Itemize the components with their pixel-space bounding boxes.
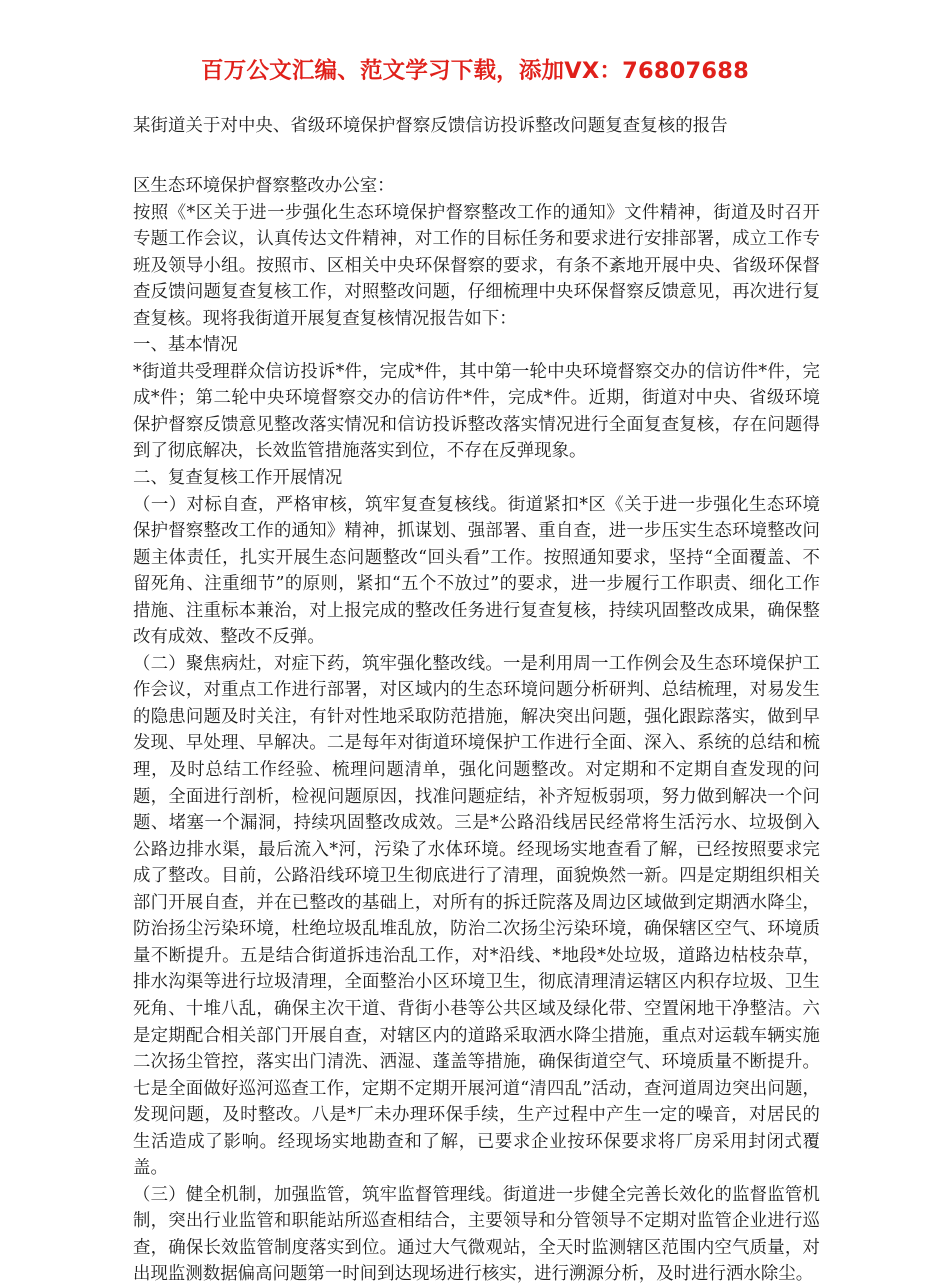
subsection-2: （二）聚焦病灶，对症下药，筑牢强化整改线。一是利用周一工作例会及生态环境保护工作会议，对重点工作进行部署，对区域内的生态环境问题分析研判、总结梳理，对易发生的隐患问题及时关注，有针对性地采取防范措施，解决突出问题，强化跟踪落实，做到早发现、早处理、早解决。二是每年对街道环境保护工作进行全面、深入、系统的总结和梳理，及时总结工作经验、梳理问题清单，强化问题整改。对定期和不定期自查发现的问题，全面进行剖析，检视问题原因，找准问题症结，补齐短板弱项，努力做到解决一个问题、堵塞一个漏洞，持续巩固整改成效。三是*公路沿线居民经常将生活污水、垃圾倒入公路边排水渠，最后流入*河，污染了水体环境。经现场实地查看了解，已经按照要求完成了整改。目前，公路沿线环境卫生彻底进行了清理，面貌焕然一新。四是定期组织相关部门开展自查，并在已整改的基础上，对所有的拆迁院落及周边区域做到定期洒水降尘，防治扬尘污染环境，杜绝垃圾乱堆乱放，防治二次扬尘污染环境，确保辖区空气、环境质量不断提升。五是结合街道拆违治乱工作，对*沿线、*地段*处垃圾，道路边枯枝杂草，排水沟渠等进行垃圾清理，全面整治小区环境卫生，彻底清理清运辖区内积存垃圾、卫生死角、十堆八乱，确保主次干道、背街小巷等公共区域及绿化带、空置闲地干净整洁。六是定期配合相关部门开展自查，对辖区内的道路采取洒水降尘措施，重点对运载车辆实施二次扬尘管控，落实出门清洗、洒湿、蓬盖等措施，确保街道空气、环境质量不断提升。七是全面做好巡河巡查工作，定期不定期开展河道“清四乱”活动，查河道周边突出问题，发现问题，及时整改。八是*厂未办理环保手续，生产过程中产生一定的噪音，对居民的生活造成了影响。经现场实地勘查和了解，已要求企业按环保要求将厂房采用封闭式覆盖。 [133, 653, 820, 1179]
subsection-3: （三）健全机制，加强监管，筑牢监督管理线。街道进一步健全完善长效化的监督监管机制，突出行业监管和职能站所巡查相结合，主要领导和分管领导不定期对监管企业进行巡查，确保长效监管制度落实到位。通过大气微观站，全天时监测辖区范围内空气质量，对出现监测数据偏高问题第一时间到达现场进行核实，进行溯源分析，及时进行洒水除尘。 [133, 1184, 820, 1285]
page-title: 某街道关于对中央、省级环境保护督察反馈信访投诉整改问题复查复核的报告 [133, 116, 728, 136]
addressee-line: 区生态环境保护督察整改办公室： [133, 176, 395, 196]
subsection-1: （一）对标自查，严格审核，筑牢复查复核线。街道紧扣*区《关于进一步强化生态环境保护督察整改工作的通知》精神，抓谋划、强部署、重自查，进一步压实生态环境整改问题主体责任，扎实开展生态问题整改“回头看”工作。按照通知要求，坚持“全面覆盖、不留死角、注重细节”的原则，紧扣“五个不放过”的要求，进一步履行工作职责、细化工作措施、注重标本兼治，对上报完成的整改任务进行复查复核，持续巩固整改成果，确保整改有成效、整改不反弹。 [133, 494, 820, 648]
paragraph: 按照《*区关于进一步强化生态环境保护督察整改工作的通知》文件精神，街道及时召开专题工作会议，认真传达文件精神，对工作的目标任务和要求进行安排部署，成立工作专班及领导小组。按照市、区相关中央环保督察的要求，有条不紊地开展中央、省级环保督查反馈问题复查复核工作，对照整改问题，仔细梳理中央环保督察反馈意见，再次进行复查复核。现将我街道开展复查复核情况报告如下： [133, 202, 820, 329]
document-body [133, 173, 820, 1288]
promo-banner [0, 60, 950, 83]
promo-banner-text: 百万公文汇编、范文学习下载，添加VX：76807688 [201, 58, 749, 84]
paragraph: *街道共受理群众信访投诉*件，完成*件，其中第一轮中央环境督察交办的信访件*件，完成*件；第二轮中央环境督察交办的信访件*件，完成*件。近期，街道对中央、省级环境保护督察反馈意见整改落实情况和信访投诉整改落实情况进行全面复查复核，存在问题得到了彻底解决，长效监管措施落实到位，不存在反弹现象。 [133, 361, 820, 462]
section-heading-2: 二、复查复核工作开展情况 [133, 468, 343, 489]
section-heading-1: 一、基本情况 [133, 335, 238, 356]
